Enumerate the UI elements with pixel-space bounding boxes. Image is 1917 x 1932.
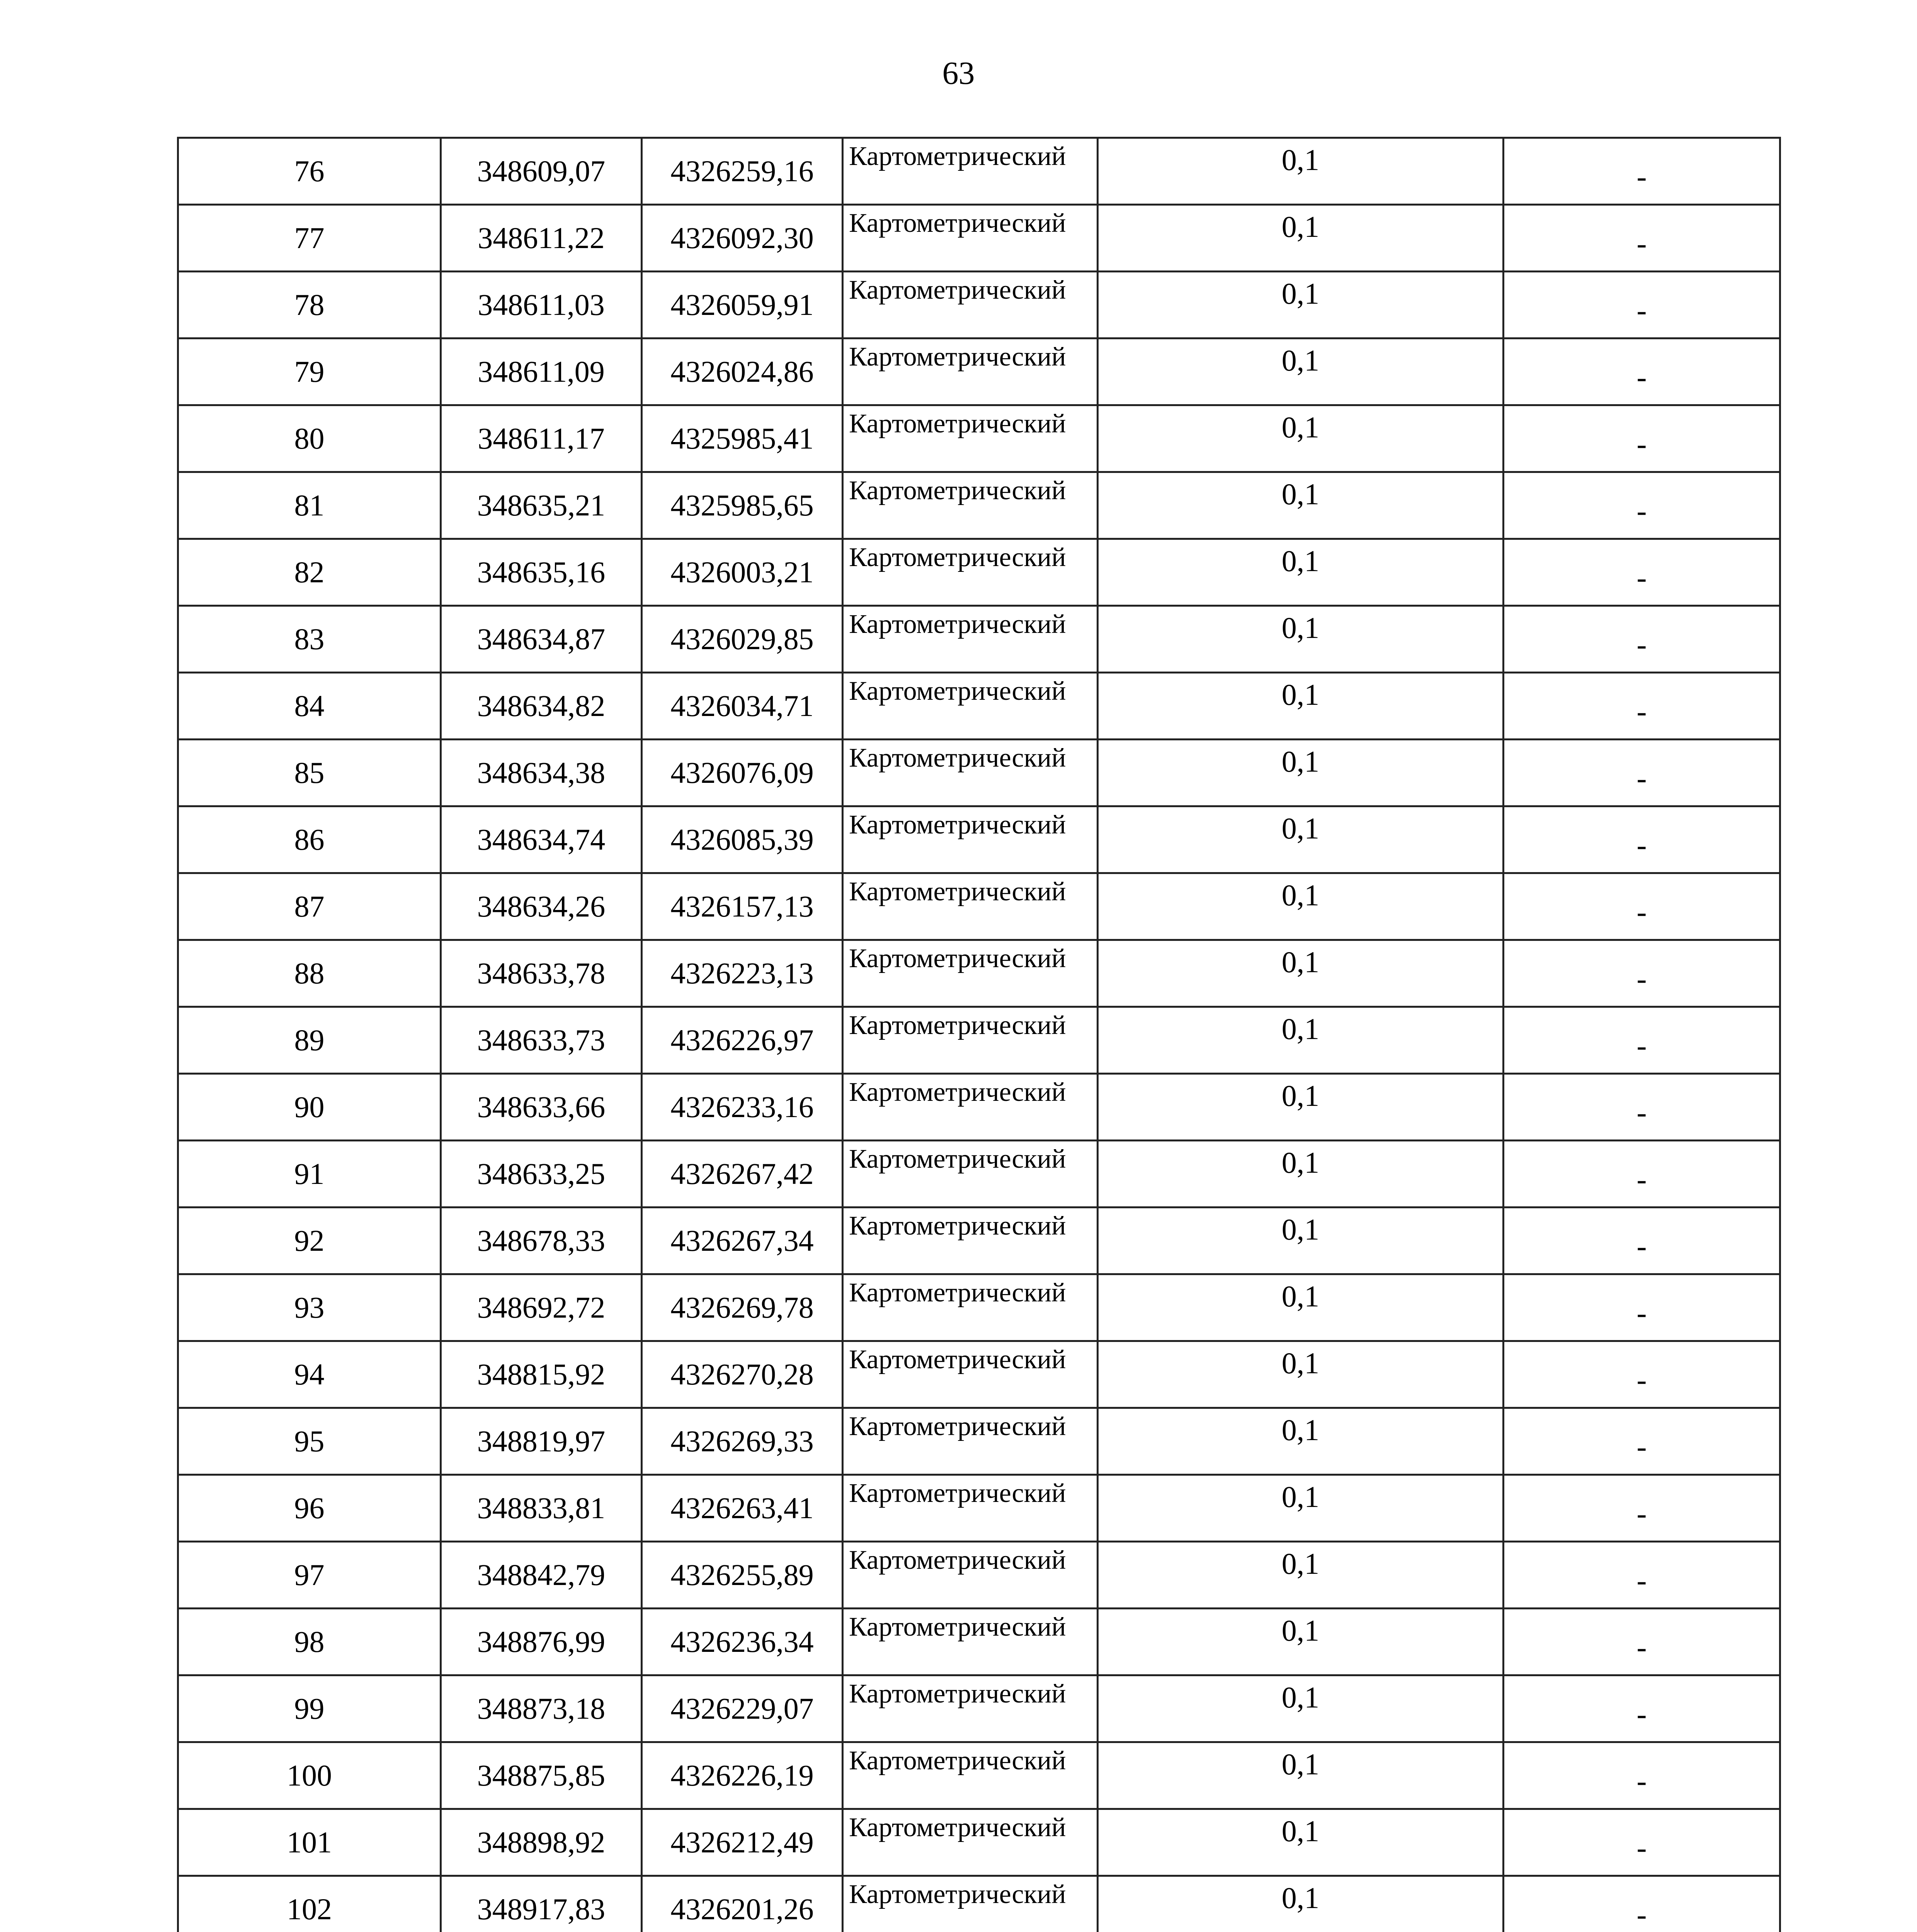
table-row bbox=[178, 740, 1780, 806]
error: 0,1 bbox=[1098, 1742, 1504, 1809]
coord-y: 4326269,78 bbox=[642, 1274, 843, 1341]
error: 0,1 bbox=[1098, 806, 1504, 873]
description: - bbox=[1504, 1341, 1780, 1408]
coord-x: 348611,17 bbox=[441, 405, 642, 472]
method: Картометрический bbox=[843, 1609, 1098, 1675]
method: Картометрический bbox=[843, 1475, 1098, 1542]
coord-x: 348876,99 bbox=[441, 1609, 642, 1675]
error: 0,1 bbox=[1098, 1274, 1504, 1341]
table-row bbox=[178, 806, 1780, 873]
method: Картометрический bbox=[843, 205, 1098, 272]
error: 0,1 bbox=[1098, 338, 1504, 405]
error: 0,1 bbox=[1098, 873, 1504, 940]
coord-x: 348819,97 bbox=[441, 1408, 642, 1475]
coord-y: 4326157,13 bbox=[642, 873, 843, 940]
description: - bbox=[1504, 740, 1780, 806]
coord-x: 348634,74 bbox=[441, 806, 642, 873]
table-row bbox=[178, 1609, 1780, 1675]
coord-x: 348692,72 bbox=[441, 1274, 642, 1341]
error: 0,1 bbox=[1098, 272, 1504, 338]
coord-x: 348611,09 bbox=[441, 338, 642, 405]
description: - bbox=[1504, 673, 1780, 740]
table-row bbox=[178, 1475, 1780, 1542]
coord-x: 348635,21 bbox=[441, 472, 642, 539]
description: - bbox=[1504, 1876, 1780, 1932]
method: Картометрический bbox=[843, 272, 1098, 338]
coord-x: 348635,16 bbox=[441, 539, 642, 606]
point-number: 84 bbox=[178, 673, 441, 740]
coord-x: 348815,92 bbox=[441, 1341, 642, 1408]
coord-x: 348633,73 bbox=[441, 1007, 642, 1074]
point-number: 97 bbox=[178, 1542, 441, 1609]
method: Картометрический bbox=[843, 1542, 1098, 1609]
point-number: 99 bbox=[178, 1675, 441, 1742]
coord-y: 4326024,86 bbox=[642, 338, 843, 405]
error: 0,1 bbox=[1098, 1408, 1504, 1475]
table-row bbox=[178, 405, 1780, 472]
coord-x: 348634,82 bbox=[441, 673, 642, 740]
point-number: 81 bbox=[178, 472, 441, 539]
table-row bbox=[178, 1809, 1780, 1876]
point-number: 101 bbox=[178, 1809, 441, 1876]
error: 0,1 bbox=[1098, 1876, 1504, 1932]
description: - bbox=[1504, 205, 1780, 272]
point-number: 77 bbox=[178, 205, 441, 272]
method: Картометрический bbox=[843, 472, 1098, 539]
method: Картометрический bbox=[843, 138, 1098, 205]
method: Картометрический bbox=[843, 940, 1098, 1007]
coord-x: 348833,81 bbox=[441, 1475, 642, 1542]
description: - bbox=[1504, 1809, 1780, 1876]
error: 0,1 bbox=[1098, 138, 1504, 205]
error: 0,1 bbox=[1098, 405, 1504, 472]
error: 0,1 bbox=[1098, 740, 1504, 806]
coord-x: 348633,78 bbox=[441, 940, 642, 1007]
description: - bbox=[1504, 1408, 1780, 1475]
point-number: 91 bbox=[178, 1141, 441, 1208]
coord-y: 4326201,26 bbox=[642, 1876, 843, 1932]
table-row bbox=[178, 1141, 1780, 1208]
coord-x: 348917,83 bbox=[441, 1876, 642, 1932]
table-row bbox=[178, 606, 1780, 673]
boundary-points-table bbox=[177, 137, 1781, 1932]
point-number: 92 bbox=[178, 1208, 441, 1274]
coord-y: 4326259,16 bbox=[642, 138, 843, 205]
coord-y: 4326212,49 bbox=[642, 1809, 843, 1876]
point-number: 94 bbox=[178, 1341, 441, 1408]
error: 0,1 bbox=[1098, 606, 1504, 673]
description: - bbox=[1504, 138, 1780, 205]
method: Картометрический bbox=[843, 1675, 1098, 1742]
point-number: 87 bbox=[178, 873, 441, 940]
description: - bbox=[1504, 539, 1780, 606]
coord-y: 4326029,85 bbox=[642, 606, 843, 673]
method: Картометрический bbox=[843, 338, 1098, 405]
table-row bbox=[178, 472, 1780, 539]
point-number: 83 bbox=[178, 606, 441, 673]
table-row bbox=[178, 1007, 1780, 1074]
error: 0,1 bbox=[1098, 1609, 1504, 1675]
coord-x: 348875,85 bbox=[441, 1742, 642, 1809]
method: Картометрический bbox=[843, 1208, 1098, 1274]
error: 0,1 bbox=[1098, 1809, 1504, 1876]
point-number: 89 bbox=[178, 1007, 441, 1074]
method: Картометрический bbox=[843, 405, 1098, 472]
table-row bbox=[178, 1208, 1780, 1274]
error: 0,1 bbox=[1098, 940, 1504, 1007]
page-number: 63 bbox=[942, 55, 975, 91]
point-number: 102 bbox=[178, 1876, 441, 1932]
coord-x: 348611,03 bbox=[441, 272, 642, 338]
error: 0,1 bbox=[1098, 205, 1504, 272]
method: Картометрический bbox=[843, 1876, 1098, 1932]
coord-x: 348842,79 bbox=[441, 1542, 642, 1609]
table-row bbox=[178, 1341, 1780, 1408]
error: 0,1 bbox=[1098, 1208, 1504, 1274]
error: 0,1 bbox=[1098, 1675, 1504, 1742]
coord-x: 348898,92 bbox=[441, 1809, 642, 1876]
description: - bbox=[1504, 1675, 1780, 1742]
description: - bbox=[1504, 472, 1780, 539]
coord-y: 4326267,42 bbox=[642, 1141, 843, 1208]
description: - bbox=[1504, 806, 1780, 873]
coord-x: 348634,26 bbox=[441, 873, 642, 940]
description: - bbox=[1504, 272, 1780, 338]
table-row bbox=[178, 138, 1780, 205]
table-row bbox=[178, 205, 1780, 272]
error: 0,1 bbox=[1098, 1341, 1504, 1408]
method: Картометрический bbox=[843, 1809, 1098, 1876]
coord-x: 348634,87 bbox=[441, 606, 642, 673]
coord-y: 4326034,71 bbox=[642, 673, 843, 740]
point-number: 90 bbox=[178, 1074, 441, 1141]
coord-y: 4325985,65 bbox=[642, 472, 843, 539]
description: - bbox=[1504, 1742, 1780, 1809]
table-row bbox=[178, 272, 1780, 338]
error: 0,1 bbox=[1098, 472, 1504, 539]
description: - bbox=[1504, 1141, 1780, 1208]
coord-y: 4326269,33 bbox=[642, 1408, 843, 1475]
point-number: 80 bbox=[178, 405, 441, 472]
point-number: 98 bbox=[178, 1609, 441, 1675]
coord-y: 4326085,39 bbox=[642, 806, 843, 873]
point-number: 96 bbox=[178, 1475, 441, 1542]
coord-y: 4326233,16 bbox=[642, 1074, 843, 1141]
coord-x: 348633,25 bbox=[441, 1141, 642, 1208]
coord-y: 4326223,13 bbox=[642, 940, 843, 1007]
table-row bbox=[178, 940, 1780, 1007]
coord-y: 4325985,41 bbox=[642, 405, 843, 472]
method: Картометрический bbox=[843, 1274, 1098, 1341]
point-number: 78 bbox=[178, 272, 441, 338]
error: 0,1 bbox=[1098, 539, 1504, 606]
method: Картометрический bbox=[843, 1141, 1098, 1208]
coord-y: 4326226,97 bbox=[642, 1007, 843, 1074]
error: 0,1 bbox=[1098, 1542, 1504, 1609]
point-number: 86 bbox=[178, 806, 441, 873]
table-row bbox=[178, 1408, 1780, 1475]
method: Картометрический bbox=[843, 1742, 1098, 1809]
coord-x: 348611,22 bbox=[441, 205, 642, 272]
description: - bbox=[1504, 405, 1780, 472]
point-number: 95 bbox=[178, 1408, 441, 1475]
method: Картометрический bbox=[843, 673, 1098, 740]
coord-x: 348873,18 bbox=[441, 1675, 642, 1742]
coord-y: 4326270,28 bbox=[642, 1341, 843, 1408]
table-row bbox=[178, 1274, 1780, 1341]
table-body bbox=[178, 138, 1780, 1932]
method: Картометрический bbox=[843, 1341, 1098, 1408]
table-row bbox=[178, 873, 1780, 940]
description: - bbox=[1504, 1475, 1780, 1542]
coord-x: 348634,38 bbox=[441, 740, 642, 806]
table-row bbox=[178, 673, 1780, 740]
error: 0,1 bbox=[1098, 1141, 1504, 1208]
method: Картометрический bbox=[843, 539, 1098, 606]
point-number: 100 bbox=[178, 1742, 441, 1809]
method: Картометрический bbox=[843, 1408, 1098, 1475]
description: - bbox=[1504, 1542, 1780, 1609]
point-number: 82 bbox=[178, 539, 441, 606]
coord-y: 4326229,07 bbox=[642, 1675, 843, 1742]
coord-y: 4326236,34 bbox=[642, 1609, 843, 1675]
table-row bbox=[178, 1542, 1780, 1609]
point-number: 88 bbox=[178, 940, 441, 1007]
table-row bbox=[178, 1074, 1780, 1141]
table-row bbox=[178, 1876, 1780, 1932]
coord-y: 4326267,34 bbox=[642, 1208, 843, 1274]
error: 0,1 bbox=[1098, 673, 1504, 740]
description: - bbox=[1504, 1609, 1780, 1675]
coord-x: 348678,33 bbox=[441, 1208, 642, 1274]
point-number: 85 bbox=[178, 740, 441, 806]
coord-y: 4326059,91 bbox=[642, 272, 843, 338]
method: Картометрический bbox=[843, 1007, 1098, 1074]
method: Картометрический bbox=[843, 740, 1098, 806]
description: - bbox=[1504, 606, 1780, 673]
coord-y: 4326226,19 bbox=[642, 1742, 843, 1809]
coord-x: 348609,07 bbox=[441, 138, 642, 205]
error: 0,1 bbox=[1098, 1475, 1504, 1542]
coord-x: 348633,66 bbox=[441, 1074, 642, 1141]
method: Картометрический bbox=[843, 606, 1098, 673]
point-number: 76 bbox=[178, 138, 441, 205]
method: Картометрический bbox=[843, 806, 1098, 873]
description: - bbox=[1504, 1007, 1780, 1074]
coord-y: 4326003,21 bbox=[642, 539, 843, 606]
description: - bbox=[1504, 1074, 1780, 1141]
description: - bbox=[1504, 1274, 1780, 1341]
method: Картометрический bbox=[843, 1074, 1098, 1141]
coord-y: 4326092,30 bbox=[642, 205, 843, 272]
coord-y: 4326255,89 bbox=[642, 1542, 843, 1609]
table-row bbox=[178, 1742, 1780, 1809]
table-row bbox=[178, 539, 1780, 606]
table-row bbox=[178, 338, 1780, 405]
point-number: 79 bbox=[178, 338, 441, 405]
error: 0,1 bbox=[1098, 1074, 1504, 1141]
coord-y: 4326076,09 bbox=[642, 740, 843, 806]
error: 0,1 bbox=[1098, 1007, 1504, 1074]
description: - bbox=[1504, 873, 1780, 940]
description: - bbox=[1504, 940, 1780, 1007]
method: Картометрический bbox=[843, 873, 1098, 940]
description: - bbox=[1504, 1208, 1780, 1274]
point-number: 93 bbox=[178, 1274, 441, 1341]
description: - bbox=[1504, 338, 1780, 405]
table-row bbox=[178, 1675, 1780, 1742]
coord-y: 4326263,41 bbox=[642, 1475, 843, 1542]
